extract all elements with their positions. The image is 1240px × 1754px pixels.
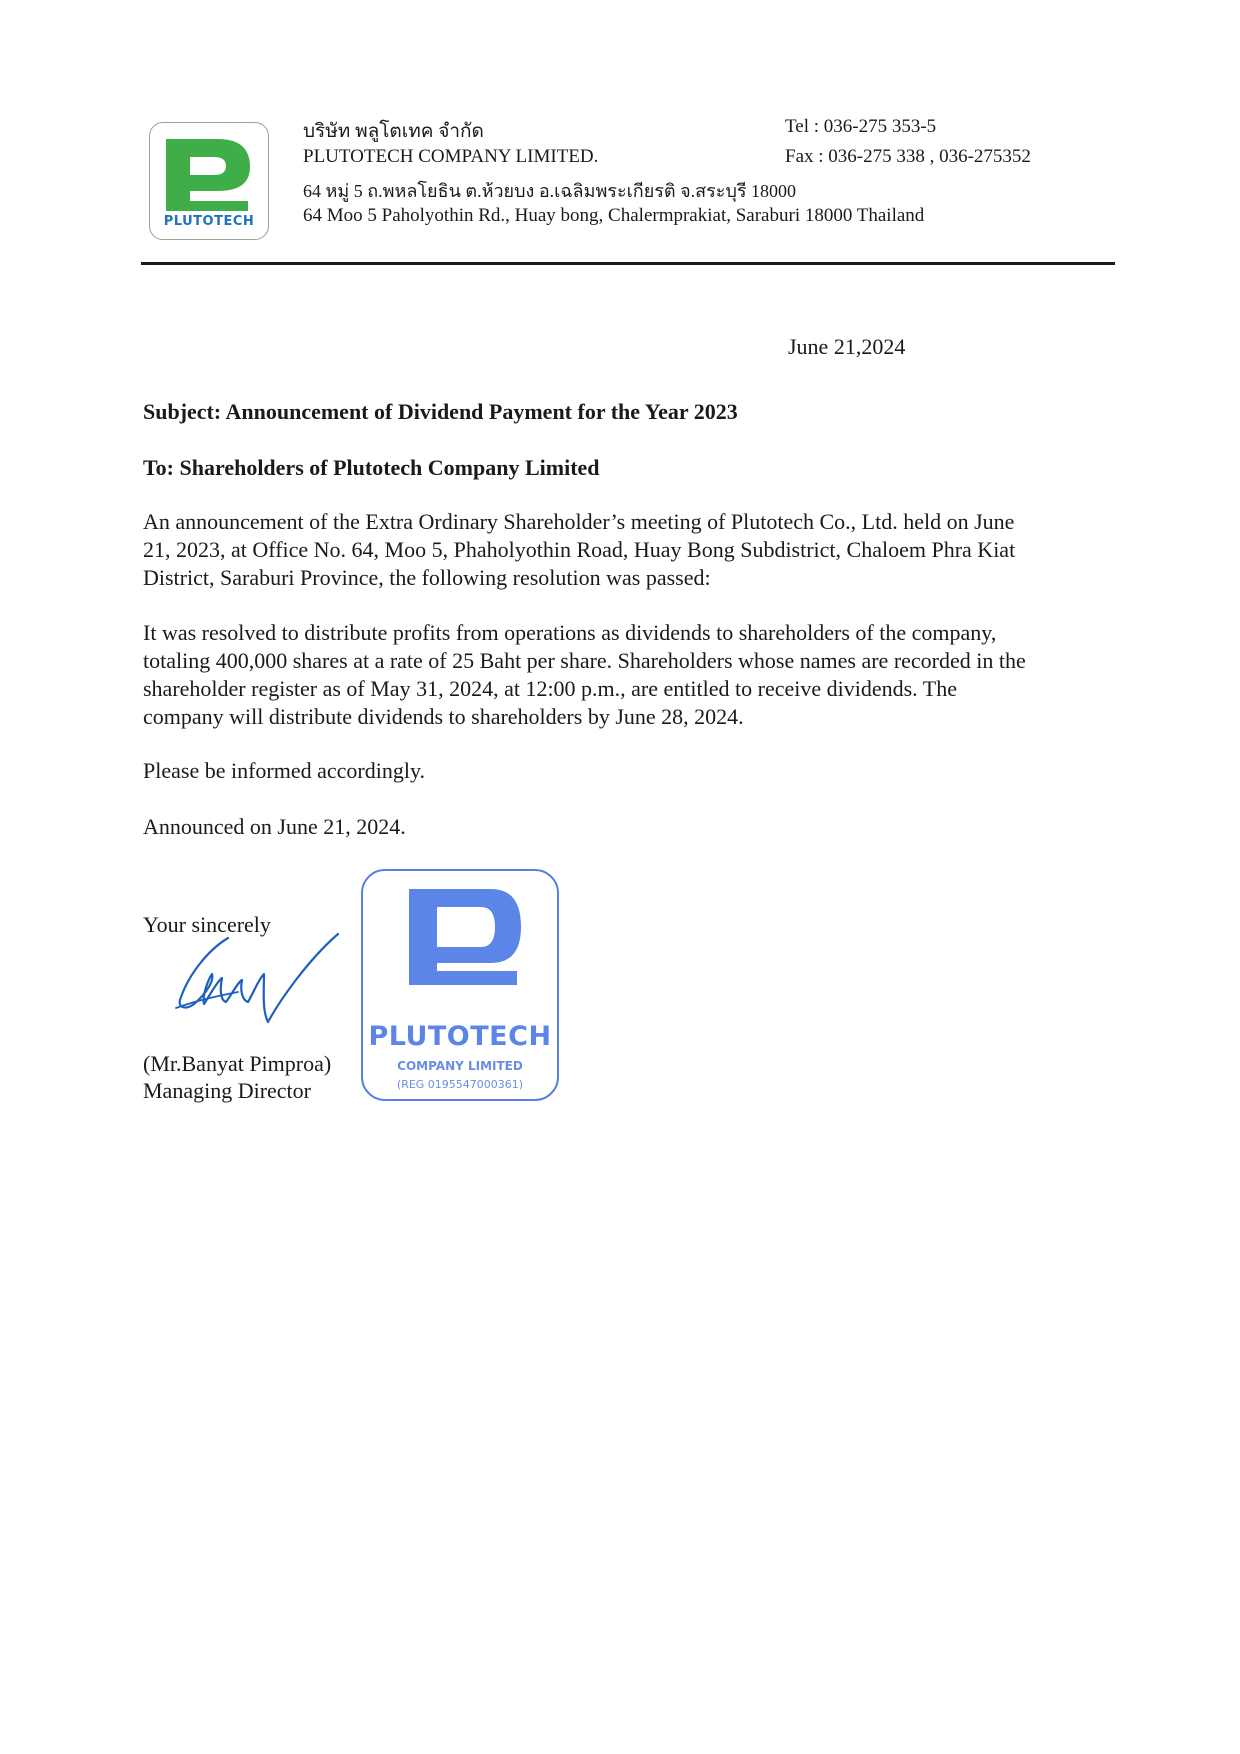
- paragraph-line: It was resolved to distribute profits from operations as dividends to shareholders of the company,: [143, 620, 997, 645]
- handwritten-signature: [168, 930, 358, 1030]
- stamp-subtitle: COMPANY LIMITED: [397, 1059, 523, 1073]
- letter-subject: Subject: Announcement of Dividend Payment for the Year 2023: [143, 399, 738, 424]
- signer-name: (Mr.Banyat Pimproa): [143, 1051, 332, 1076]
- paragraph-announced: Announced on June 21, 2024.: [143, 814, 406, 839]
- logo-label: PLUTOTECH: [163, 214, 255, 229]
- paragraph-line: totaling 400,000 shares at a rate of 25 Baht per share. Shareholders whose names are recorded in the: [143, 648, 1026, 673]
- signer-title: Managing Director: [143, 1078, 311, 1103]
- paragraph-meeting: [143, 508, 1123, 592]
- header-divider: [141, 262, 1115, 265]
- company-logo: [149, 122, 269, 240]
- company-address-thai: 64 หมู่ 5 ถ.พหลโยธิน ต.ห้วยบง อ.เฉลิมพระเกียรติ จ.สระบุรี 18000: [303, 181, 797, 201]
- letterhead: [0, 0, 1240, 270]
- paragraph-line: An announcement of the Extra Ordinary Shareholder’s meeting of Plutotech Co., Ltd. held on June: [143, 509, 1015, 534]
- company-name: PLUTOTECH COMPANY LIMITED.: [303, 146, 599, 167]
- paragraph-line: company will distribute dividends to shareholders by June 28, 2024.: [143, 704, 744, 729]
- company-address: 64 Moo 5 Paholyothin Rd., Huay bong, Chalermprakiat, Saraburi 18000 Thailand: [303, 205, 925, 226]
- company-stamp: [361, 869, 559, 1101]
- fax: Fax : 036-275 338 , 036-275352: [785, 146, 1031, 167]
- letter-date: June 21,2024: [788, 334, 906, 359]
- telephone: Tel : 036-275 353-5: [785, 116, 937, 137]
- closing-salutation: Your sincerely: [143, 912, 271, 937]
- paragraph-line: shareholder register as of May 31, 2024, at 12:00 p.m., are entitled to receive dividends. The: [143, 676, 957, 701]
- paragraph-line: District, Saraburi Province, the following resolution was passed:: [143, 565, 711, 590]
- logo-p-icon: [150, 129, 268, 219]
- paragraph-line: 21, 2023, at Office No. 64, Moo 5, Phaholyothin Road, Huay Bong Subdistrict, Chaloem Phra Kiat: [143, 537, 1016, 562]
- company-name-thai: บริษัท พลูโตเทค จำกัด: [303, 121, 484, 142]
- stamp-name: PLUTOTECH: [368, 1021, 552, 1052]
- stamp-p-icon: [363, 875, 557, 1025]
- paragraph-closing-note: Please be informed accordingly.: [143, 758, 426, 783]
- paragraph-resolution: [143, 619, 1123, 731]
- stamp-registration: (REG 0195547000361): [396, 1078, 524, 1091]
- letter-recipient: To: Shareholders of Plutotech Company Limited: [143, 455, 600, 480]
